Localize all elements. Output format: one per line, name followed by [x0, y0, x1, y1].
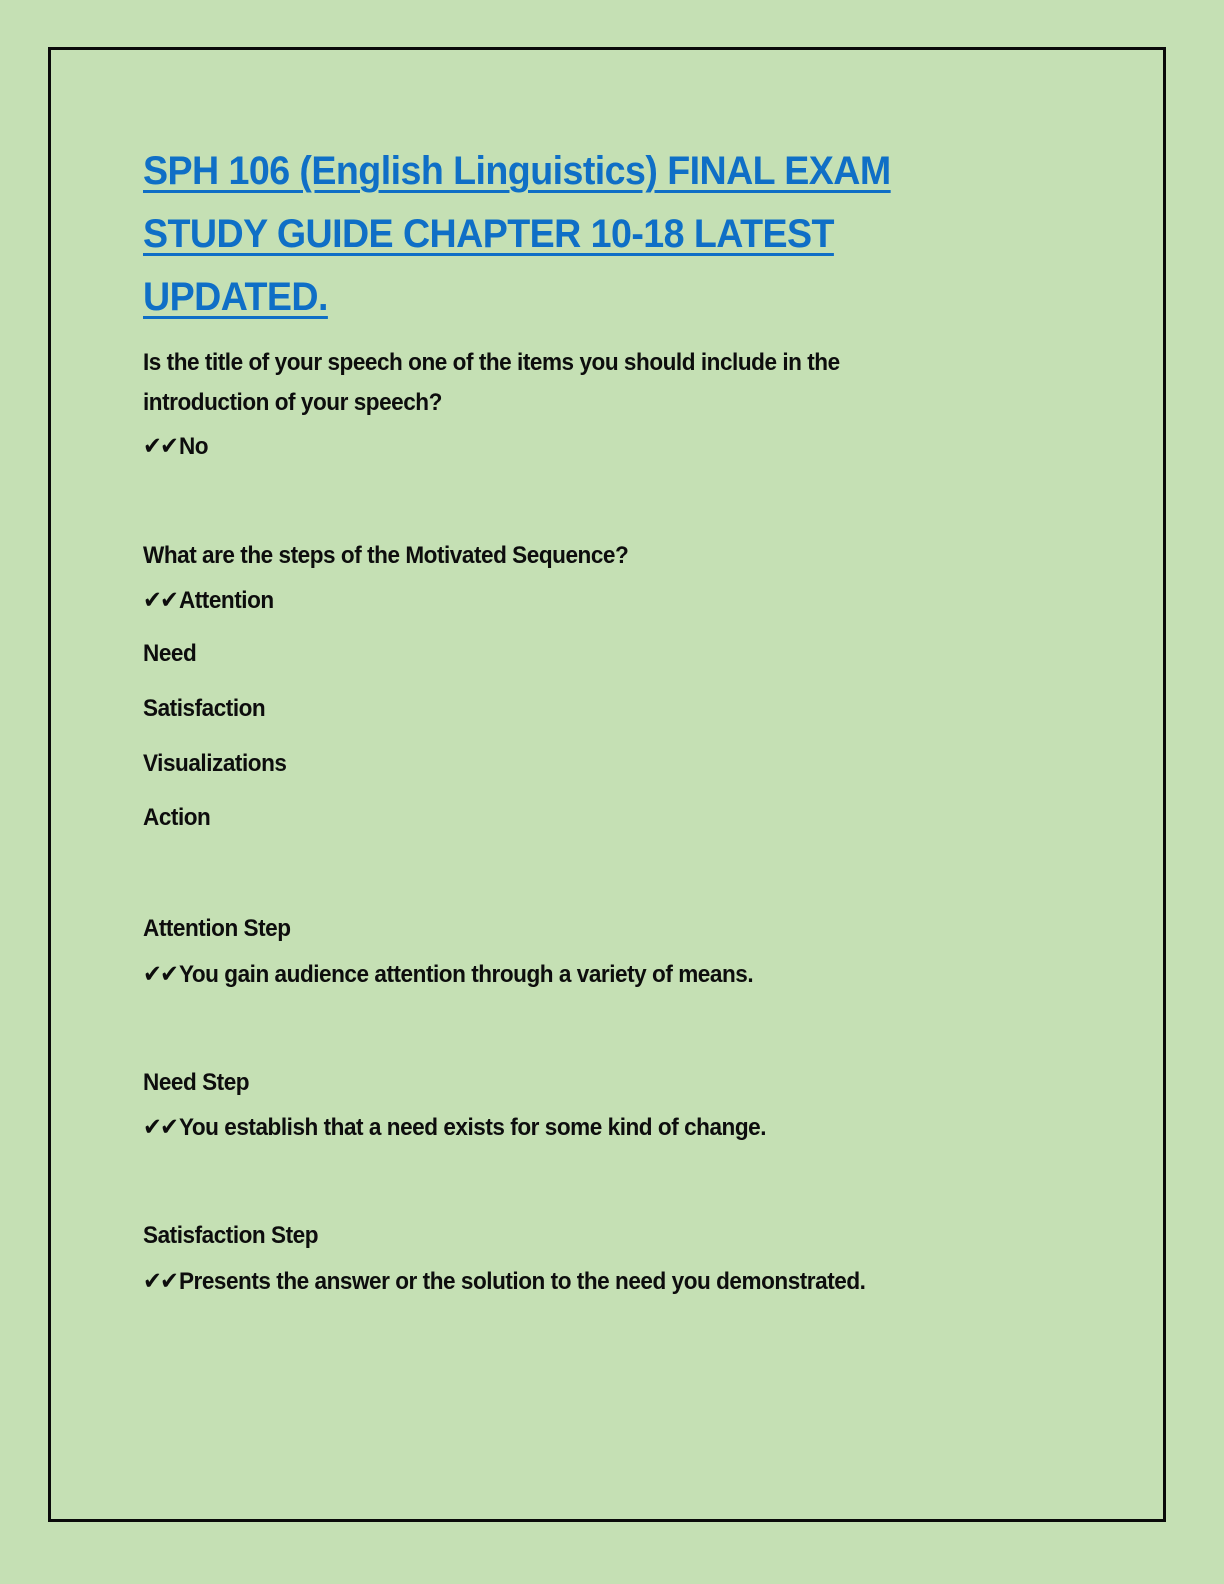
double-check-icon: ✔✔ — [143, 585, 178, 614]
question-1-line-1: Is the title of your speech one of the items you should include in the — [143, 349, 840, 376]
answer-2-item: Visualizations — [143, 750, 287, 777]
answer-2-item: Action — [143, 804, 211, 831]
answer-2-item: Need — [143, 640, 197, 667]
answer-2-first-text: Attention — [178, 587, 274, 614]
answer-1 — [143, 431, 208, 461]
answer-5-text: Presents the answer or the solution to the need you demonstrated. — [178, 1268, 866, 1295]
document-title — [143, 140, 989, 329]
document-title-block — [143, 140, 1043, 329]
answer-3 — [143, 959, 753, 989]
question-5: Satisfaction Step — [143, 1222, 319, 1249]
question-2: What are the steps of the Motivated Sequence? — [143, 542, 629, 569]
question-3: Attention Step — [143, 915, 291, 942]
answer-5 — [143, 1266, 865, 1296]
double-check-icon: ✔✔ — [143, 959, 178, 988]
double-check-icon: ✔✔ — [143, 1266, 178, 1295]
answer-3-text: You gain audience attention through a variety of means. — [178, 961, 754, 988]
answer-2-item: Satisfaction — [143, 695, 266, 722]
title-line-3: UPDATED. — [143, 275, 328, 319]
question-1-line-2: introduction of your speech? — [143, 389, 442, 416]
answer-1-text: No — [178, 433, 209, 460]
title-line-1: SPH 106 (English Linguistics) FINAL EXAM — [143, 149, 891, 193]
answer-4-text: You establish that a need exists for some kind of change. — [178, 1114, 767, 1141]
title-line-2: STUDY GUIDE CHAPTER 10-18 LATEST — [143, 212, 834, 256]
answer-4 — [143, 1112, 766, 1142]
double-check-icon: ✔✔ — [143, 431, 178, 460]
double-check-icon: ✔✔ — [143, 1112, 178, 1141]
answer-2-first — [143, 585, 274, 615]
question-4: Need Step — [143, 1069, 250, 1096]
